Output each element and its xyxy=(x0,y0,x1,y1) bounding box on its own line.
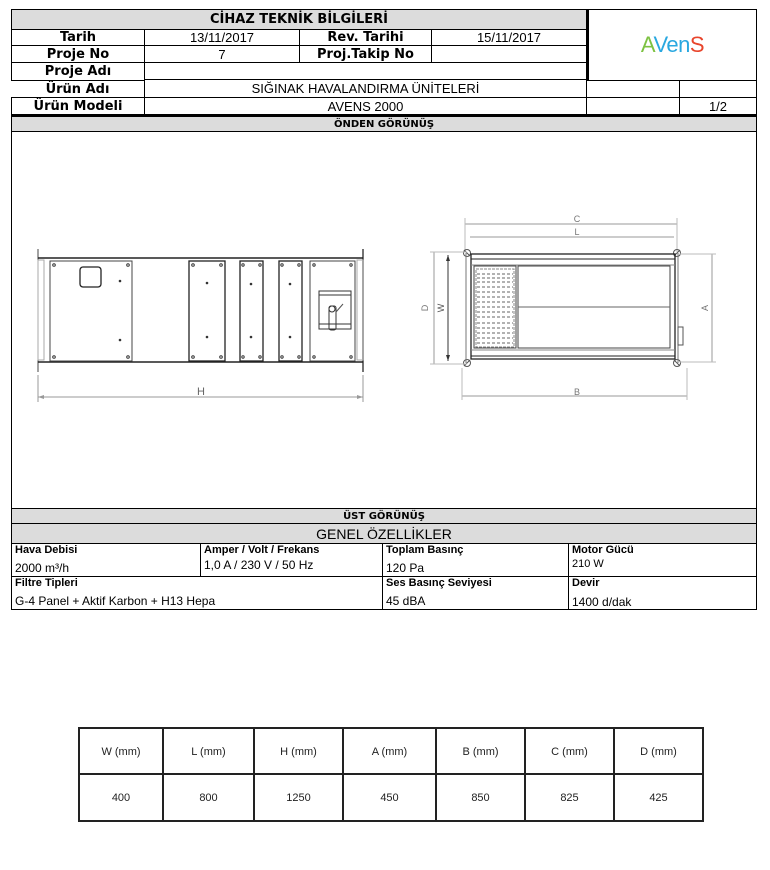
tarih-value: 13/11/2017 xyxy=(144,29,299,46)
dimension-header-cell: H (mm) xyxy=(255,729,344,775)
dimension-value-cell: 825 xyxy=(526,775,615,820)
dimensions-header-row xyxy=(80,729,702,775)
spec-ses-basinc-seviyesi xyxy=(383,577,569,609)
logo-cell xyxy=(587,9,757,80)
rev-tarihi-label: Rev. Tarihi xyxy=(299,29,431,46)
urun-modeli-value: AVENS 2000 xyxy=(144,97,587,115)
dimension-value-cell: 400 xyxy=(80,775,164,820)
dimension-header-cell: W (mm) xyxy=(80,729,164,775)
spec-value: 1,0 A / 230 V / 50 Hz xyxy=(204,558,314,572)
dimension-value-cell: 450 xyxy=(344,775,437,820)
logo-part-ven: Ven xyxy=(653,32,690,57)
spec-filtre-tipleri xyxy=(12,577,383,609)
general-features-heading: GENEL ÖZELLİKLER xyxy=(11,524,757,543)
proje-no-value: 7 xyxy=(144,46,299,63)
spec-motor-gucu xyxy=(569,544,756,577)
spec-value: 210 W xyxy=(572,558,604,570)
spec-label: Devir xyxy=(572,577,600,589)
urun-adi-label: Ürün Adı xyxy=(11,80,144,97)
spec-toplam-basinc xyxy=(383,544,569,577)
spec-label: Ses Basınç Seviyesi xyxy=(386,577,492,589)
dimension-value-cell: 425 xyxy=(649,791,668,804)
specs-grid xyxy=(11,543,757,610)
document-title: CİHAZ TEKNİK BİLGİLERİ xyxy=(11,9,587,29)
spec-label: Motor Gücü xyxy=(572,544,634,556)
spec-value: 2000 m³/h xyxy=(15,561,70,575)
dimension-header-cell: L (mm) xyxy=(164,729,255,775)
front-view-drawing xyxy=(38,249,363,402)
drawing-area xyxy=(11,132,757,508)
spec-value: 45 dBA xyxy=(386,594,426,608)
dimension-header-cell: C (mm) xyxy=(526,729,615,775)
side-view-drawing xyxy=(430,218,716,400)
technical-drawing xyxy=(12,132,758,508)
spec-value: G-4 Panel + Aktif Karbon + H13 Hepa xyxy=(15,594,216,608)
top-view-heading: ÜST GÖRÜNÜŞ xyxy=(11,508,757,524)
spec-amper-volt-frekans xyxy=(201,544,383,577)
dim-label-a: A xyxy=(700,304,710,312)
spec-label: Hava Debisi xyxy=(15,544,78,556)
proje-adi-value xyxy=(144,63,587,80)
spec-devir xyxy=(569,577,756,609)
dimensions-table xyxy=(78,727,704,822)
spec-label: Filtre Tipleri xyxy=(15,577,78,589)
page-number: 1/2 xyxy=(680,97,757,115)
spec-label: Amper / Volt / Frekans xyxy=(204,544,320,556)
dimension-header-cell: B (mm) xyxy=(437,729,526,775)
blank-cell xyxy=(587,97,680,115)
proj-takip-label: Proj.Takip No xyxy=(299,46,431,63)
front-view-heading: ÖNDEN GÖRÜNÜŞ xyxy=(11,115,757,132)
proj-takip-value xyxy=(431,46,587,63)
avens-logo xyxy=(641,32,704,58)
spec-label: Toplam Basınç xyxy=(386,544,464,556)
blank-cell xyxy=(587,80,680,97)
dim-label-b: B xyxy=(573,387,581,397)
urun-adi-value: SIĞINAK HAVALANDIRMA ÜNİTELERİ xyxy=(144,80,587,97)
spec-value: 1400 d/dak xyxy=(572,595,632,609)
proje-no-label: Proje No xyxy=(11,46,144,63)
dim-label-h: H xyxy=(197,386,205,398)
dim-label-w: W xyxy=(436,303,446,313)
dimension-value-cell: 1250 xyxy=(255,775,344,820)
logo-part-s: S xyxy=(689,32,705,57)
dimension-header-cell: A (mm) xyxy=(344,729,437,775)
dimension-value-cell: 850 xyxy=(437,775,526,820)
dim-label-d: D xyxy=(420,304,430,312)
spec-value: 120 Pa xyxy=(386,561,425,575)
blank-cell xyxy=(680,80,757,97)
logo-part-a: A xyxy=(640,32,654,57)
grill-pattern xyxy=(477,274,513,343)
urun-modeli-label: Ürün Modeli xyxy=(11,97,144,115)
proje-adi-label: Proje Adı xyxy=(11,63,144,80)
dimension-header-cell: D (mm) xyxy=(640,746,677,758)
header-block xyxy=(11,9,757,132)
rev-tarihi-value: 15/11/2017 xyxy=(431,29,587,46)
dim-label-c: C xyxy=(573,214,581,224)
dim-label-l: L xyxy=(574,227,580,237)
dimension-value-cell: 800 xyxy=(164,775,255,820)
dimensions-value-row xyxy=(80,775,702,820)
spec-hava-debisi xyxy=(12,544,201,577)
tarih-label: Tarih xyxy=(11,29,144,46)
